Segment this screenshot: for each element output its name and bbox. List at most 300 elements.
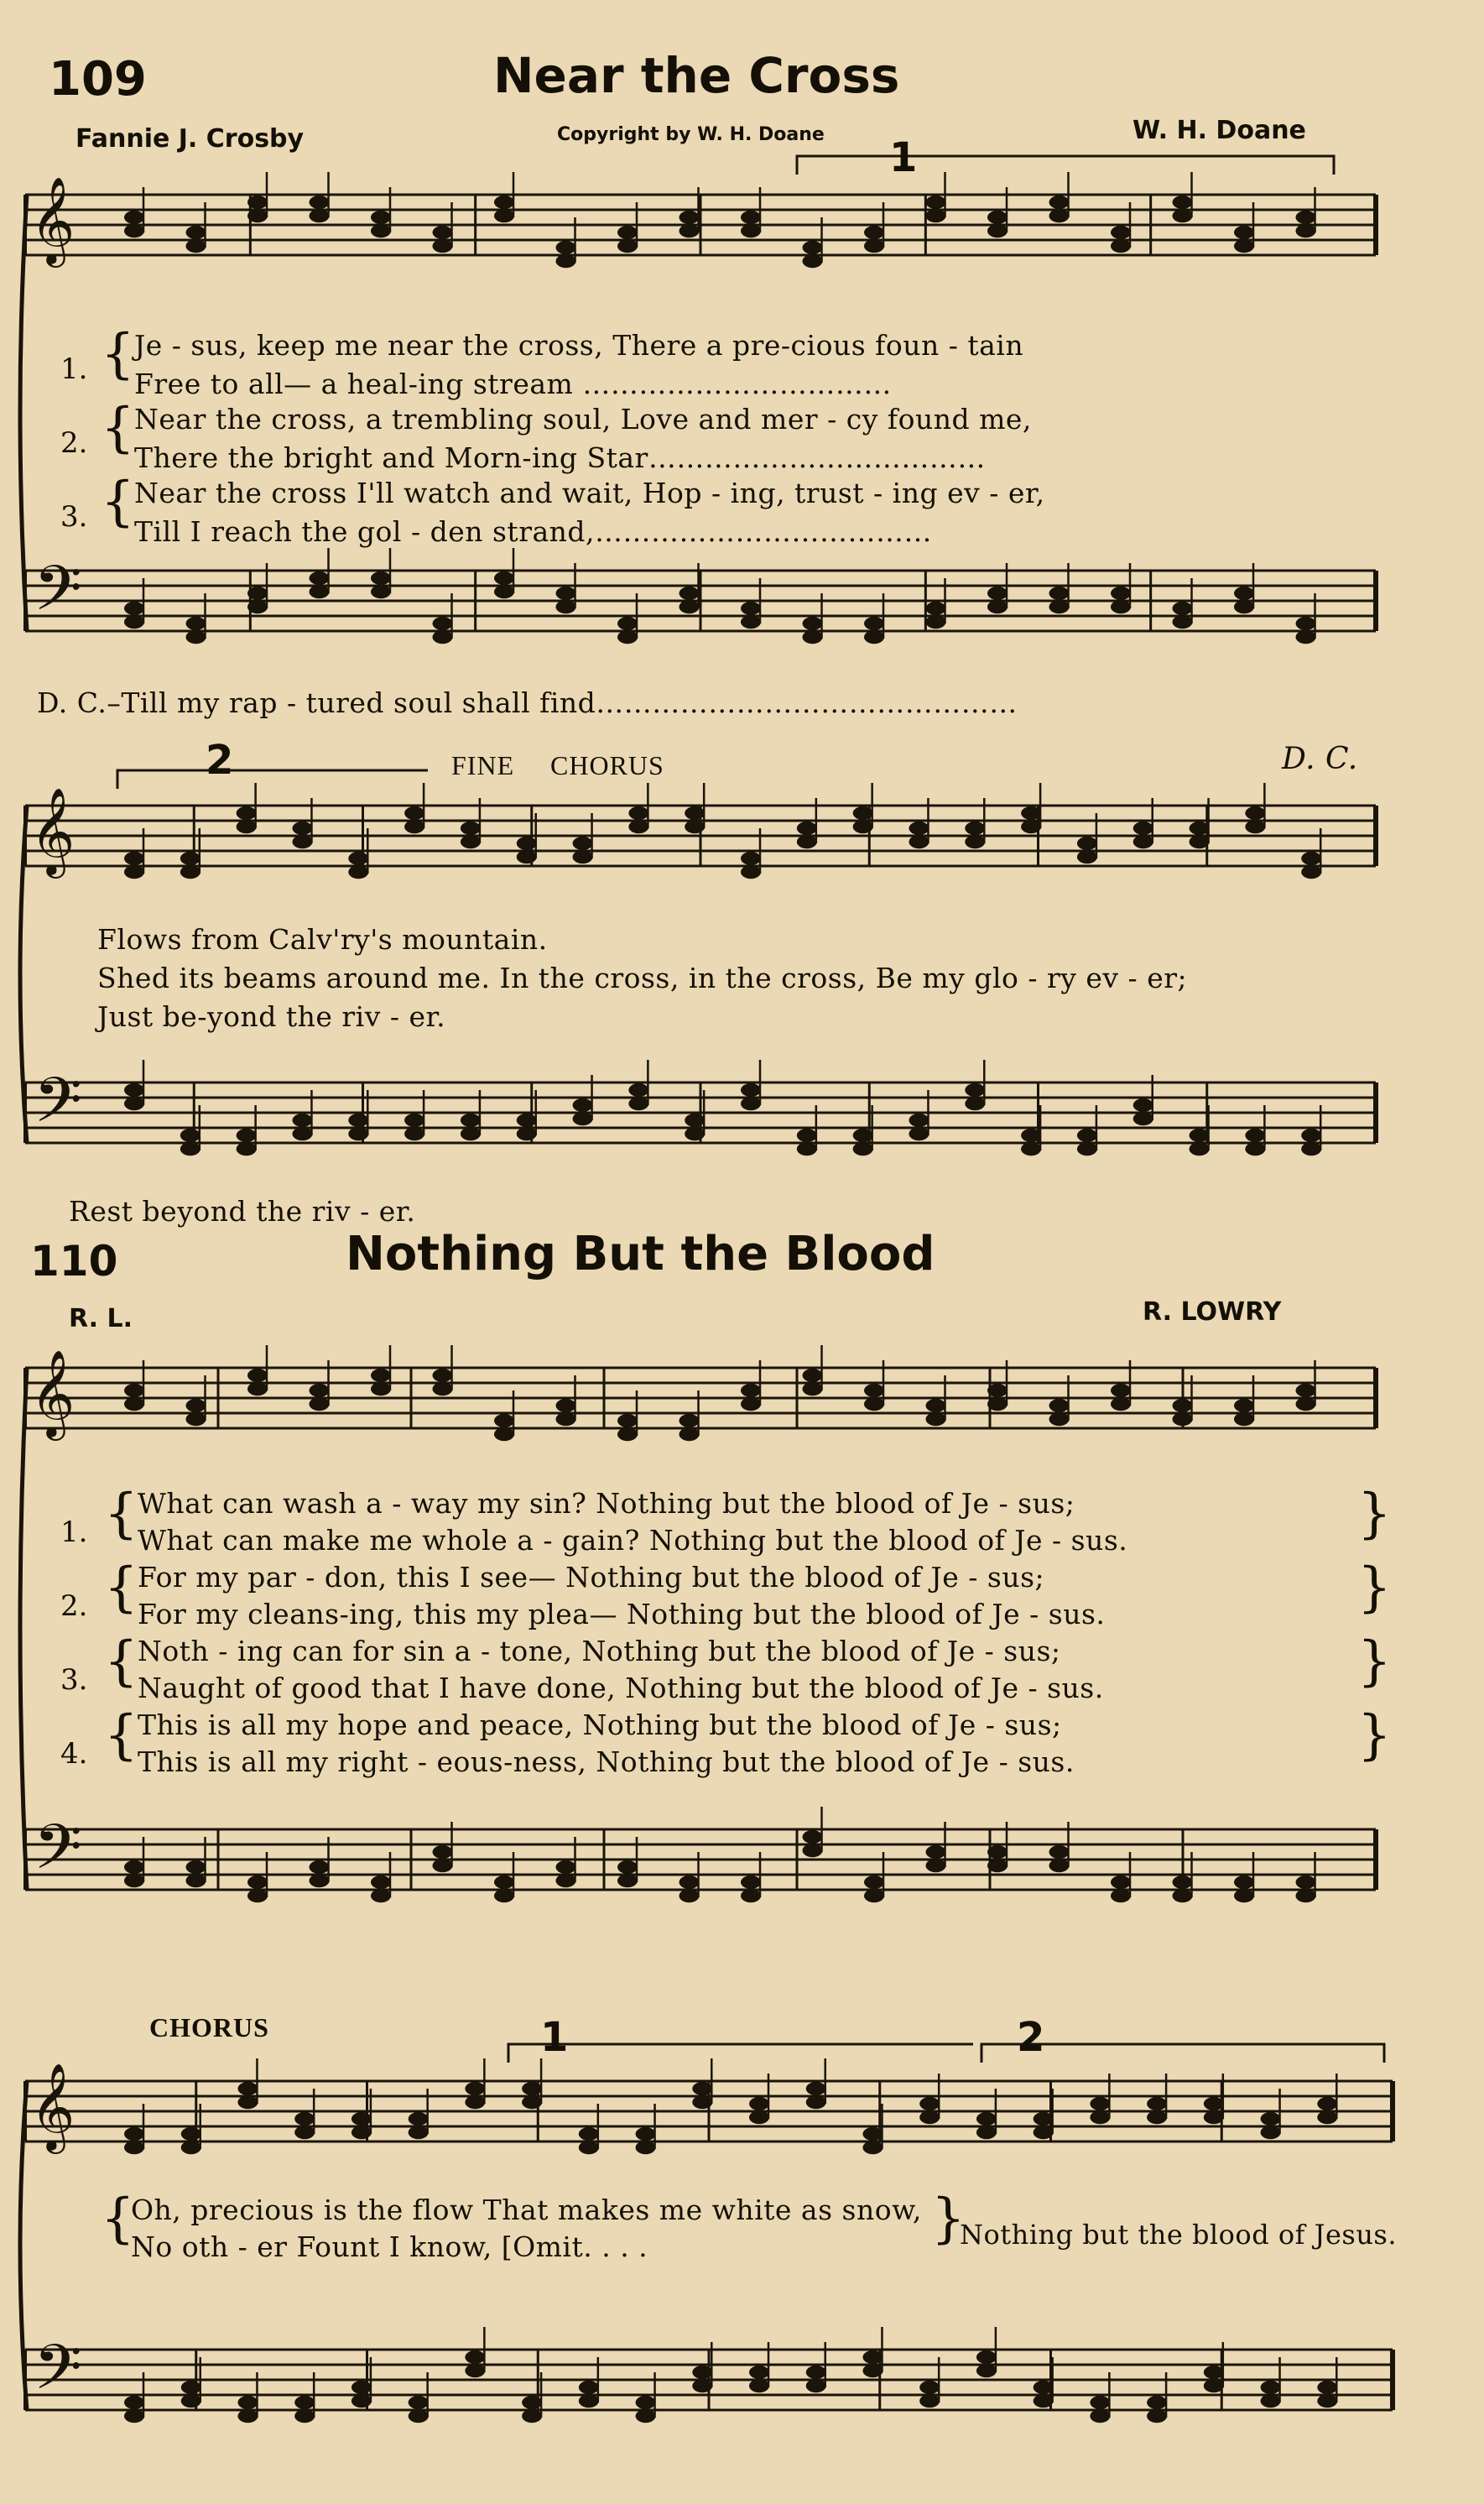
note-head (494, 1875, 514, 1889)
note-head (237, 1142, 257, 1155)
verse-number: 4. (60, 1737, 88, 1771)
copyright-109: Copyright by W. H. Doane (557, 124, 825, 145)
note-head (680, 600, 700, 613)
note-head (404, 806, 424, 820)
note-head (124, 1874, 144, 1887)
note-head (186, 630, 206, 644)
note-head (461, 822, 481, 835)
note-head (124, 1397, 144, 1411)
note-head (864, 226, 884, 239)
note-head (579, 2394, 599, 2407)
note-head (404, 1114, 424, 1127)
note-head (797, 1129, 817, 1142)
note-head (180, 865, 200, 879)
ending-bracket (797, 156, 1334, 175)
verse-number: 1. (60, 352, 88, 386)
note-head (1077, 1142, 1097, 1155)
note-head (1317, 2394, 1337, 2407)
note-head (806, 2095, 826, 2109)
note-head (461, 1114, 481, 1127)
note-head (348, 852, 368, 865)
note-head (864, 239, 884, 253)
note-head (310, 1860, 330, 1874)
note-head (1111, 1384, 1131, 1397)
note-head (433, 617, 453, 630)
note-head (1077, 850, 1097, 863)
note-head (433, 1382, 453, 1395)
note-head (573, 837, 593, 850)
note-head (926, 1845, 946, 1859)
note-head (741, 211, 761, 224)
note-head (409, 2112, 429, 2126)
verse-line: Near the cross, a trembling soul, Love and mer - cy found me, (134, 403, 1032, 436)
note-head (433, 239, 453, 253)
note-head (1111, 226, 1131, 239)
note-head (636, 2409, 656, 2423)
note-head (628, 1097, 648, 1110)
note-head (247, 1889, 268, 1902)
note-head (1261, 2381, 1281, 2394)
chorus-line: Oh, precious is the flow That makes me white as snow, (131, 2194, 922, 2226)
note-head (1245, 806, 1265, 820)
note-head (181, 2381, 201, 2394)
note-head (237, 2095, 258, 2109)
note-head (310, 571, 330, 585)
note-head (749, 2097, 769, 2110)
note-head (1317, 2110, 1337, 2124)
verse-number: 3. (60, 1663, 88, 1697)
note-head (409, 2409, 429, 2423)
note-head (1301, 1142, 1321, 1155)
note-head (181, 2127, 201, 2141)
note-head (909, 1127, 929, 1140)
note-head (680, 587, 700, 600)
note-head (680, 1875, 700, 1889)
verse-number: 3. (60, 500, 88, 534)
note-head (803, 1369, 823, 1382)
note-head (797, 822, 817, 835)
note-head (976, 2364, 997, 2377)
note-head (351, 2126, 372, 2139)
note-head (680, 211, 700, 224)
note-head (806, 2082, 826, 2095)
note-head (1090, 2110, 1110, 2124)
note-head (351, 2381, 372, 2394)
note-head (517, 850, 537, 863)
note-head (1147, 2097, 1167, 2110)
note-head (926, 196, 946, 209)
note-head (1245, 1142, 1265, 1155)
note-head (237, 2409, 258, 2423)
note-head (371, 571, 391, 585)
note-head (1234, 1399, 1254, 1412)
note-head (1245, 820, 1265, 833)
note-head (494, 209, 514, 222)
note-head (465, 2095, 485, 2109)
dc-label: D. C. (1282, 742, 1358, 776)
note-head (741, 1097, 761, 1110)
verse-line: This is all my right - eous-ness, Nothing but the blood of Je - sus. (138, 1745, 1075, 1778)
hymn-number-109: 109 (49, 52, 147, 107)
note-head (1173, 1889, 1193, 1902)
chorus-line: Flows from Calv'ry's mountain. (97, 923, 548, 956)
note-head (919, 2110, 940, 2124)
note-head (517, 1127, 537, 1140)
note-head (680, 224, 700, 237)
note-head (186, 617, 206, 630)
note-head (1296, 224, 1316, 237)
note-head (987, 211, 1008, 224)
note-head (124, 865, 144, 879)
note-head (1173, 615, 1193, 629)
note-head (494, 1427, 514, 1441)
verse-brace: { (101, 471, 135, 533)
lyricist-109: Fannie J. Crosby (76, 124, 305, 154)
verse-line: Till I reach the gol - den strand,……………………………… (134, 515, 933, 548)
ending-1-109: 1 (889, 134, 918, 181)
note-head (409, 2126, 429, 2139)
verse-number: 2. (60, 426, 88, 460)
note-head (1133, 1098, 1153, 1112)
note-head (294, 2409, 315, 2423)
note-head (919, 2097, 940, 2110)
verse-line: What can make me whole a - gain? Nothing but the blood of Je - sus. (138, 1524, 1128, 1557)
note-head (310, 1874, 330, 1887)
note-head (1317, 2381, 1337, 2394)
note-head (680, 1427, 700, 1441)
note-head (180, 1129, 200, 1142)
note-head (1296, 1875, 1316, 1889)
note-head (579, 2127, 599, 2141)
note-head (494, 196, 514, 209)
treble-clef-icon: 𝄞 (30, 176, 76, 265)
note-head (741, 852, 761, 865)
note-head (1296, 617, 1316, 630)
note-head (124, 2409, 144, 2423)
chorus-line: Shed its beams around me. In the cross, in the cross, Be my glo - ry ev - er; (97, 962, 1188, 994)
note-head (348, 865, 368, 879)
note-head (124, 2127, 144, 2141)
note-head (404, 1127, 424, 1140)
note-head (1261, 2112, 1281, 2126)
bass-clef-icon: 𝄢 (34, 552, 82, 641)
chorus-line: Just be-yond the riv - er. (97, 1000, 446, 1033)
note-head (976, 2126, 997, 2139)
treble-clef-icon: 𝄞 (30, 2063, 76, 2152)
note-head (864, 630, 884, 644)
chorus-label-109: CHORUS (550, 750, 664, 780)
note-head (976, 2350, 997, 2364)
note-head (926, 1399, 946, 1412)
note-head (292, 1127, 312, 1140)
hymn-title-110: Nothing But the Blood (346, 1227, 935, 1281)
note-head (806, 2366, 826, 2379)
note-head (1173, 602, 1193, 615)
note-head (685, 820, 705, 833)
note-head (685, 1114, 705, 1127)
note-head (247, 1369, 268, 1382)
note-head (124, 1384, 144, 1397)
note-head (573, 1112, 593, 1125)
verse-line: Naught of good that I have done, Nothing but the blood of Je - sus. (138, 1672, 1104, 1704)
note-head (348, 1114, 368, 1127)
note-head (310, 1397, 330, 1411)
note-head (803, 630, 823, 644)
note-head (909, 822, 929, 835)
note-head (294, 2396, 315, 2409)
note-head (926, 602, 946, 615)
note-head (617, 226, 638, 239)
bass-clef-icon: 𝄢 (34, 1064, 82, 1153)
note-head (1173, 209, 1193, 222)
note-head (465, 2364, 485, 2377)
note-head (797, 1142, 817, 1155)
note-head (1234, 239, 1254, 253)
chorus-refrain: Nothing but the blood of Jesus. (960, 2219, 1398, 2251)
note-head (433, 1369, 453, 1382)
note-head (741, 1875, 761, 1889)
note-head (124, 602, 144, 615)
note-head (409, 2396, 429, 2409)
note-head (864, 1397, 884, 1411)
note-head (1090, 2097, 1110, 2110)
note-head (292, 822, 312, 835)
note-head (556, 1874, 576, 1887)
note-head (617, 1874, 638, 1887)
note-head (1173, 196, 1193, 209)
note-head (433, 630, 453, 644)
note-head (180, 1142, 200, 1155)
note-head (371, 585, 391, 598)
note-head (371, 211, 391, 224)
note-head (1301, 852, 1321, 865)
note-head (124, 2396, 144, 2409)
note-head (247, 1875, 268, 1889)
note-head (965, 1097, 985, 1110)
verse-line: For my cleans-ing, this my plea— Nothing but the blood of Je - sus. (138, 1598, 1106, 1630)
note-head (186, 226, 206, 239)
note-head (617, 1427, 638, 1441)
note-head (186, 1399, 206, 1412)
note-head (909, 835, 929, 848)
verse-brace: } (1357, 1557, 1392, 1619)
treble-clef-icon: 𝄞 (30, 787, 76, 876)
bass-clef-icon: 𝄢 (34, 2331, 82, 2420)
note-head (741, 865, 761, 879)
note-head (1261, 2394, 1281, 2407)
note-head (124, 1860, 144, 1874)
note-head (987, 600, 1008, 613)
note-head (1296, 1397, 1316, 1411)
note-head (628, 820, 648, 833)
verse-line: Je - sus, keep me near the cross, There a pre-cious foun - tain (134, 329, 1024, 362)
note-head (926, 1859, 946, 1872)
note-head (124, 1097, 144, 1110)
note-head (1090, 2409, 1110, 2423)
note-head (926, 615, 946, 629)
chorus-brace: } (931, 2188, 966, 2250)
note-head (965, 835, 985, 848)
note-head (1147, 2396, 1167, 2409)
note-head (371, 1382, 391, 1395)
treble-clef-icon: 𝄞 (30, 1349, 76, 1438)
note-head (741, 1083, 761, 1097)
verse-number: 1. (60, 1515, 88, 1549)
note-head (1111, 1875, 1131, 1889)
note-head (926, 209, 946, 222)
note-head (1133, 1112, 1153, 1125)
note-head (803, 617, 823, 630)
note-head (1049, 1845, 1070, 1859)
note-head (680, 1414, 700, 1427)
verse-brace: { (104, 1483, 138, 1545)
note-head (617, 617, 638, 630)
note-head (864, 1384, 884, 1397)
note-head (1049, 196, 1070, 209)
note-head (1147, 2110, 1167, 2124)
note-head (636, 2141, 656, 2154)
note-head (1077, 1129, 1097, 1142)
note-head (1234, 1889, 1254, 1902)
verse-brace: { (101, 397, 135, 459)
note-head (1190, 1142, 1210, 1155)
note-head (1317, 2097, 1337, 2110)
verse-line: This is all my hope and peace, Nothing but the blood of Je - sus; (138, 1708, 1062, 1741)
note-head (310, 585, 330, 598)
note-head (494, 1414, 514, 1427)
verse-brace: } (1357, 1630, 1392, 1693)
lyricist-110: R. L. (69, 1304, 133, 1333)
verse-line: Noth - ing can for sin a - tone, Nothing but the blood of Je - sus; (138, 1635, 1061, 1667)
note-head (433, 226, 453, 239)
note-head (1111, 1889, 1131, 1902)
note-head (124, 211, 144, 224)
note-head (556, 600, 576, 613)
fine-label: FINE (451, 750, 515, 780)
verse-brace: } (1357, 1704, 1392, 1766)
note-head (461, 1127, 481, 1140)
ending-bracket (117, 770, 428, 789)
note-head (124, 1083, 144, 1097)
note-head (371, 1369, 391, 1382)
note-head (864, 617, 884, 630)
note-head (1077, 837, 1097, 850)
ending-2-110: 2 (1017, 2014, 1045, 2061)
verse-line: For my par - don, this I see— Nothing but the blood of Je - sus; (138, 1561, 1045, 1594)
note-head (1301, 865, 1321, 879)
note-head (685, 1127, 705, 1140)
note-head (976, 2112, 997, 2126)
note-head (237, 1129, 257, 1142)
note-head (628, 1083, 648, 1097)
note-head (741, 1397, 761, 1411)
note-head (797, 835, 817, 848)
note-head (237, 2082, 258, 2095)
verse-number: 2. (60, 1589, 88, 1623)
note-head (987, 224, 1008, 237)
note-head (404, 820, 424, 833)
note-head (556, 254, 576, 268)
note-head (186, 1860, 206, 1874)
note-head (124, 852, 144, 865)
note-head (1049, 587, 1070, 600)
chorus-line: No oth - er Fount I know, [Omit. . . . (131, 2230, 648, 2263)
chorus-label-110: CHORUS (149, 2012, 269, 2042)
note-head (181, 2141, 201, 2154)
note-head (247, 1382, 268, 1395)
note-head (124, 224, 144, 237)
note-head (987, 587, 1008, 600)
hymn-number-110: 110 (30, 1237, 118, 1286)
note-head (461, 835, 481, 848)
composer-110: R. LOWRY (1143, 1297, 1282, 1327)
note-head (517, 1114, 537, 1127)
note-head (522, 2409, 542, 2423)
note-head (1133, 822, 1153, 835)
note-head (556, 1399, 576, 1412)
note-head (237, 820, 257, 833)
note-head (310, 196, 330, 209)
note-head (965, 1083, 985, 1097)
note-head (803, 1830, 823, 1844)
note-head (465, 2082, 485, 2095)
note-head (556, 241, 576, 254)
note-head (1234, 1875, 1254, 1889)
note-head (1133, 835, 1153, 848)
note-head (465, 2350, 485, 2364)
note-head (237, 806, 257, 820)
note-head (628, 806, 648, 820)
note-head (1301, 1129, 1321, 1142)
note-head (741, 1889, 761, 1902)
note-head (517, 837, 537, 850)
note-head (186, 239, 206, 253)
verse-brace: { (104, 1704, 138, 1766)
note-head (1296, 630, 1316, 644)
ending-2-109: 2 (206, 737, 234, 784)
note-head (1049, 1412, 1070, 1426)
note-head (1111, 600, 1131, 613)
note-head (1296, 1384, 1316, 1397)
note-head (573, 850, 593, 863)
note-head (617, 1860, 638, 1874)
note-head (1234, 587, 1254, 600)
hymn-title-109: Near the Cross (493, 47, 900, 104)
verse-line: Free to all— a heal-ing stream …………………………… (134, 368, 892, 400)
note-head (294, 2112, 315, 2126)
ending-1-110: 1 (540, 2014, 569, 2061)
ending-bracket (508, 2044, 973, 2063)
verse-brace: { (104, 1630, 138, 1693)
note-head (1049, 1859, 1070, 1872)
system-brace (20, 1368, 27, 1890)
bass-clef-icon: 𝄢 (34, 1811, 82, 1900)
note-head (351, 2112, 372, 2126)
verse-brace: } (1357, 1483, 1392, 1545)
note-head (556, 1860, 576, 1874)
note-head (853, 1142, 873, 1155)
note-head (310, 209, 330, 222)
note-head (806, 2379, 826, 2392)
note-head (1111, 587, 1131, 600)
note-head (186, 1874, 206, 1887)
note-head (741, 224, 761, 237)
note-head (1234, 600, 1254, 613)
note-head (371, 224, 391, 237)
note-head (494, 571, 514, 585)
note-head (310, 1384, 330, 1397)
note-head (965, 822, 985, 835)
